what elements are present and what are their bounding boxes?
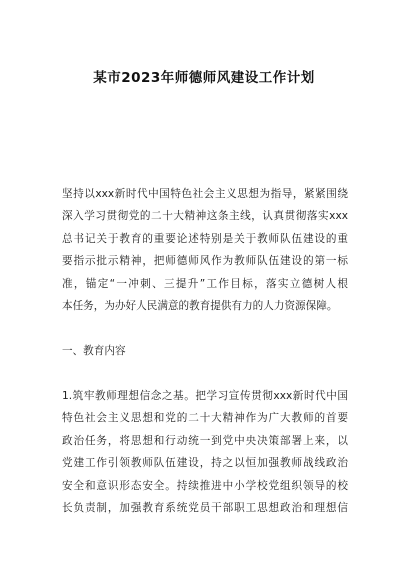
intro-line: 深入学习贯彻党的二十大精神这条主线，认真贯彻落实xxx bbox=[62, 210, 348, 223]
item-line: 党建工作引领教师队伍建设，持之以恒加强教师战线政治 bbox=[62, 457, 348, 470]
section-heading: 一、教育内容 bbox=[62, 345, 126, 357]
item-line: 特色社会主义思想和党的二十大精神作为广大教师的首要 bbox=[62, 412, 348, 425]
item-line: 政治任务，将思想和行动统一到党中央决策部署上来，以 bbox=[62, 434, 348, 447]
intro-paragraph bbox=[62, 183, 348, 317]
intro-line: 要指示批示精神，把师德师风作为教师队伍建设的第一标 bbox=[62, 255, 348, 268]
intro-line: 本任务，为办好人民满意的教育提供有力的人力资源保障。 bbox=[62, 300, 338, 313]
item-line: 1.筑牢教师理想信念之基。把学习宣传贯彻xxx新时代中国 bbox=[62, 390, 348, 402]
item-line: 长负责制，加强教育系统党员干部职工思想政治和理想信 bbox=[62, 502, 348, 515]
section-item-paragraph bbox=[62, 385, 348, 519]
item-line: 安全和意识形态安全。持续推进中小学校党组织领导的校 bbox=[62, 479, 348, 492]
document-title: 某市2023年师德师风建设工作计划 bbox=[93, 70, 315, 86]
intro-line: 总书记关于教育的重要论述特别是关于教师队伍建设的重 bbox=[62, 232, 348, 245]
intro-line: 准，锚定“一冲刺、三提升”工作目标，落实立德树人根 bbox=[62, 277, 348, 290]
intro-line: 坚持以xxx新时代中国特色社会主义思想为指导，紧紧围绕 bbox=[62, 188, 348, 200]
